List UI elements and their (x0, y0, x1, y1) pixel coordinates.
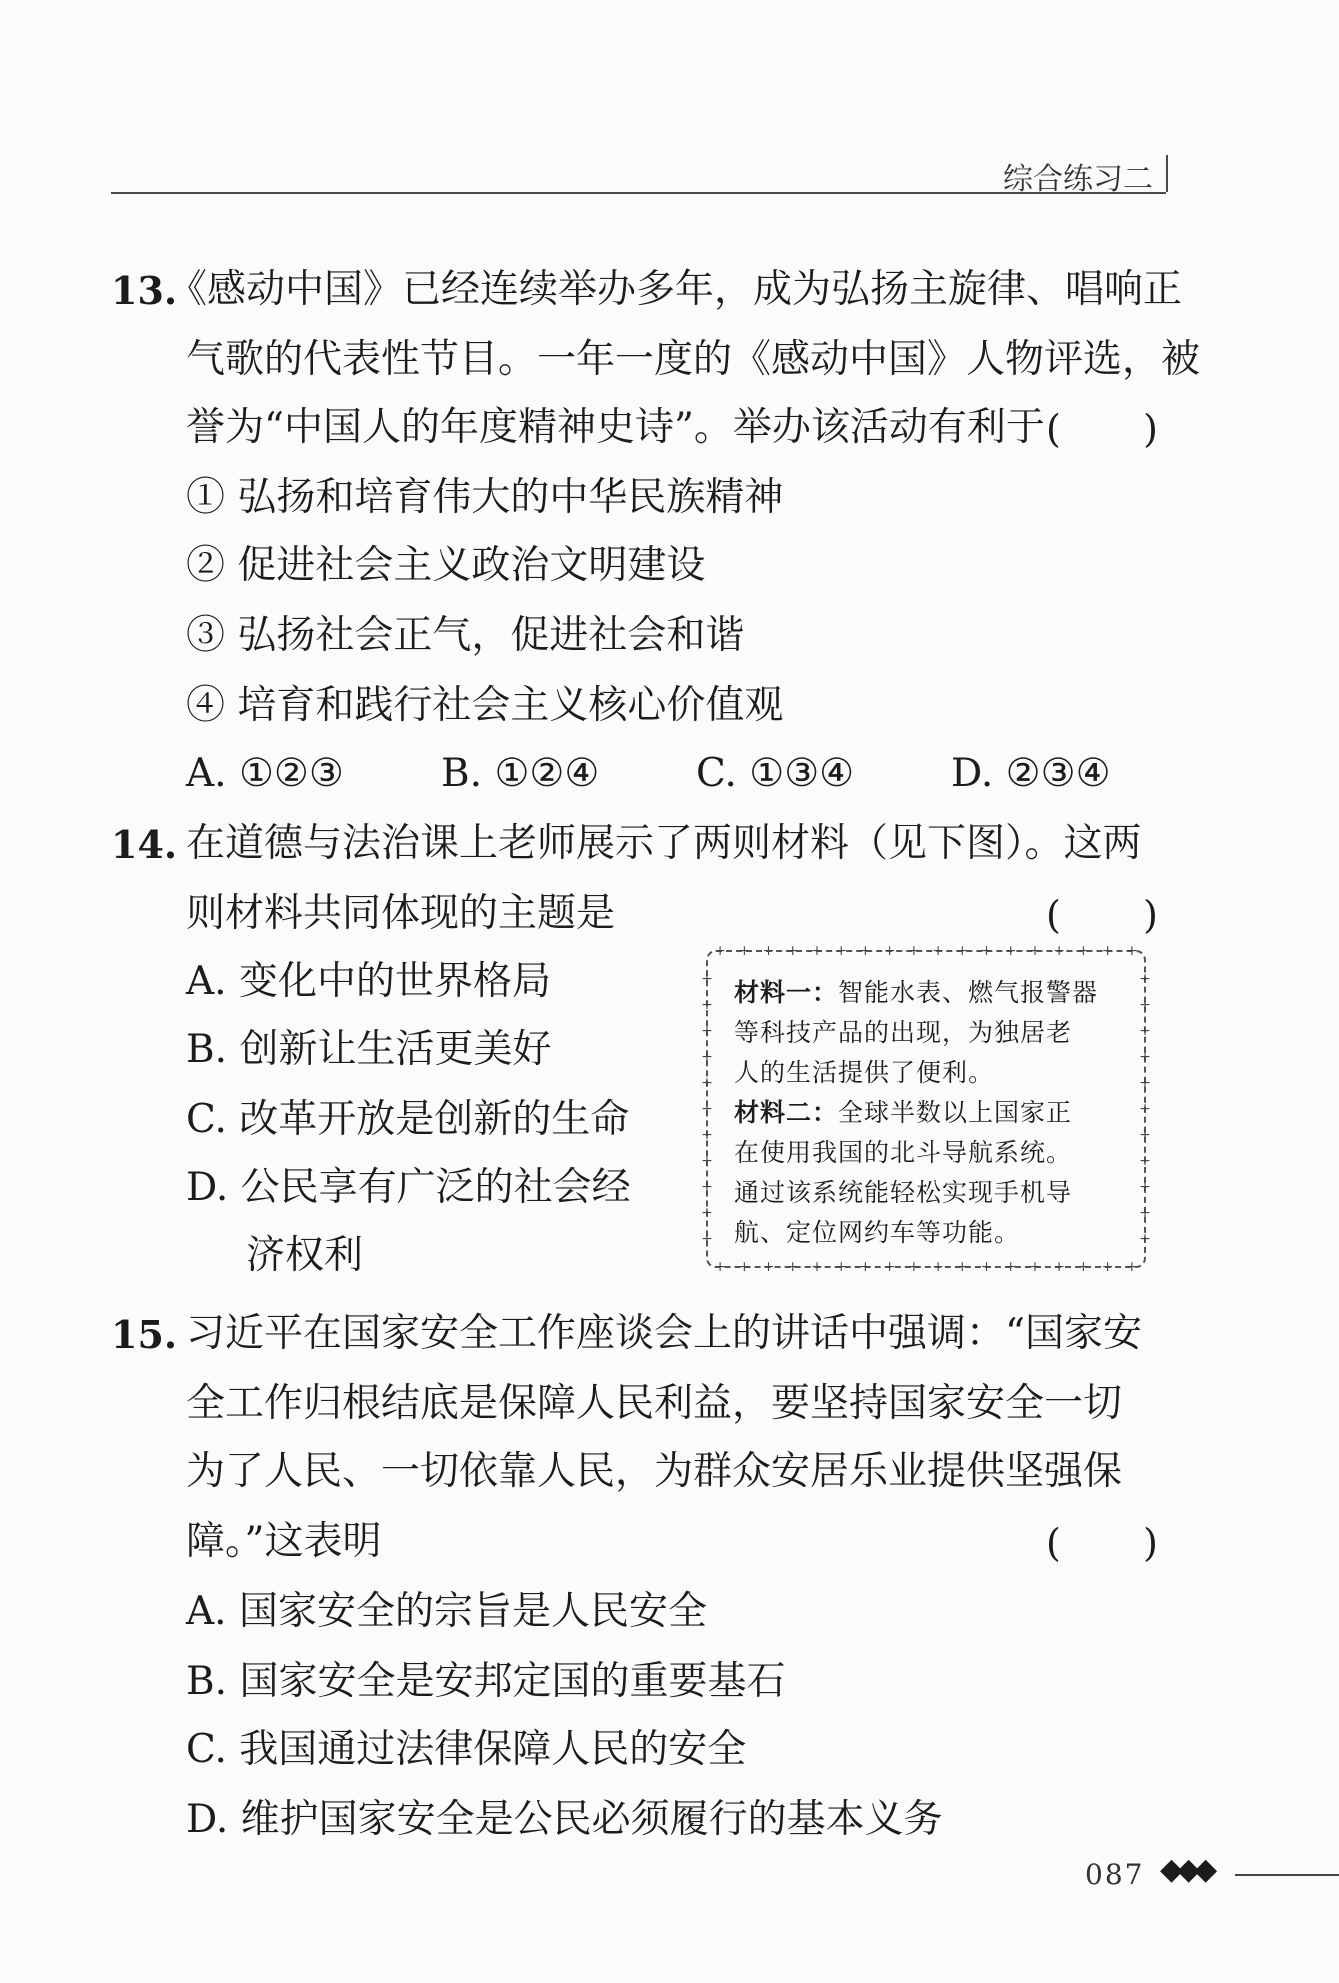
question-14-number: 14. (111, 822, 178, 867)
question-14-text-line-1: 在道德与法治课上老师展示了两则材料（见下图）。这两 (186, 821, 1142, 866)
material-2-label: 材料二： (734, 1098, 839, 1127)
option-c[interactable]: C. 改革开放是创新的生命 (186, 1097, 630, 1142)
question-13-text-line-3: 誉为“中国人的年度精神史诗”。举办该活动有利于 (186, 405, 1045, 450)
material-box-bottom-border: + + + + + + + + + + + + + + + + + + (714, 1259, 1138, 1275)
option-d[interactable]: D. 公民享有广泛的社会经 (186, 1165, 631, 1210)
option-d[interactable]: D. ②③④ (951, 751, 1111, 796)
material-1-line-2: 等科技产品的出现，为独居老 (734, 1018, 1073, 1047)
question-15-text-line-4: 障。”这表明 (186, 1519, 382, 1564)
statement-4: ④ 培育和践行社会主义核心价值观 (186, 683, 784, 728)
material-2-line-2: 在使用我国的北斗导航系统。 (734, 1138, 1073, 1167)
paren-open: ( (1046, 407, 1061, 451)
question-13-number: 13. (111, 268, 178, 313)
material-box-right-border: + + + + + + + + + + + (1139, 971, 1151, 1247)
question-15-number: 15. (111, 1312, 178, 1357)
section-title: 综合练习二 (1003, 162, 1153, 197)
material-2-line-1 (734, 1100, 1072, 1125)
option-c[interactable]: C. ①③④ (696, 751, 855, 796)
statement-1: ① 弘扬和培育伟大的中华民族精神 (186, 475, 784, 520)
question-15-answer-blank[interactable] (1046, 1521, 1158, 1565)
question-13-answer-blank[interactable] (1046, 407, 1158, 451)
paren-close: ) (1143, 893, 1158, 937)
header-divider-tick (1166, 155, 1168, 192)
option-a[interactable]: A. 变化中的世界格局 (186, 959, 551, 1004)
paren-open: ( (1046, 1521, 1061, 1565)
material-1-line-3: 人的生活提供了便利。 (734, 1058, 995, 1087)
option-b[interactable]: B. 国家安全是安邦定国的重要基石 (186, 1659, 786, 1704)
statement-3: ③ 弘扬社会正气，促进社会和谐 (186, 613, 745, 658)
option-b[interactable]: B. ①②④ (441, 751, 600, 796)
footer-rule (1235, 1874, 1339, 1876)
option-d[interactable]: D. 维护国家安全是公民必须履行的基本义务 (186, 1797, 943, 1842)
material-1-line-1 (734, 980, 1098, 1005)
option-d-continued: 济权利 (246, 1233, 364, 1278)
statement-2: ② 促进社会主义政治文明建设 (186, 543, 706, 588)
material-2-line-3: 通过该系统能轻松实现手机导 (734, 1178, 1073, 1207)
paren-close: ) (1143, 1521, 1158, 1565)
option-a[interactable]: A. ①②③ (186, 751, 344, 796)
question-15-text-line-3: 为了人民、一切依靠人民，为群众安居乐业提供坚强保 (186, 1449, 1123, 1494)
question-13-options (186, 751, 1146, 796)
question-15-text-line-2: 全工作归根结底是保障人民利益，要坚持国家安全一切 (186, 1381, 1123, 1426)
option-b[interactable]: B. 创新让生活更美好 (186, 1027, 552, 1072)
material-box-left-border: + + + + + + + + + + + (701, 971, 713, 1247)
header-rule (111, 192, 1166, 194)
paren-open: ( (1046, 893, 1061, 937)
diamond-ornament-icon: ◆◆◆ (1160, 1852, 1212, 1887)
option-c[interactable]: C. 我国通过法律保障人民的安全 (186, 1727, 747, 1772)
question-13-text-line-1: 《感动中国》已经连续举办多年，成为弘扬主旋律、唱响正 (168, 267, 1183, 312)
paren-close: ) (1143, 407, 1158, 451)
question-14-text-line-2: 则材料共同体现的主题是 (186, 891, 616, 936)
material-box (701, 943, 1151, 1275)
question-13-text-line-2: 气歌的代表性节目。一年一度的《感动中国》人物评选，被 (186, 337, 1201, 382)
material-box-top-border: + + + + + + + + + + + + + + + + + + (714, 943, 1138, 959)
material-2-line-4: 航、定位网约车等功能。 (734, 1218, 1021, 1247)
material-1-label: 材料一： (734, 978, 839, 1007)
material-2-text: 全球半数以上国家正 (838, 1098, 1073, 1127)
question-14-answer-blank[interactable] (1046, 893, 1158, 937)
page-number: 087 (1085, 1858, 1145, 1891)
question-15-text-line-1: 习近平在国家安全工作座谈会上的讲话中强调：“国家安 (186, 1311, 1142, 1356)
material-1-text: 智能水表、燃气报警器 (838, 978, 1099, 1007)
option-a[interactable]: A. 国家安全的宗旨是人民安全 (186, 1589, 707, 1634)
